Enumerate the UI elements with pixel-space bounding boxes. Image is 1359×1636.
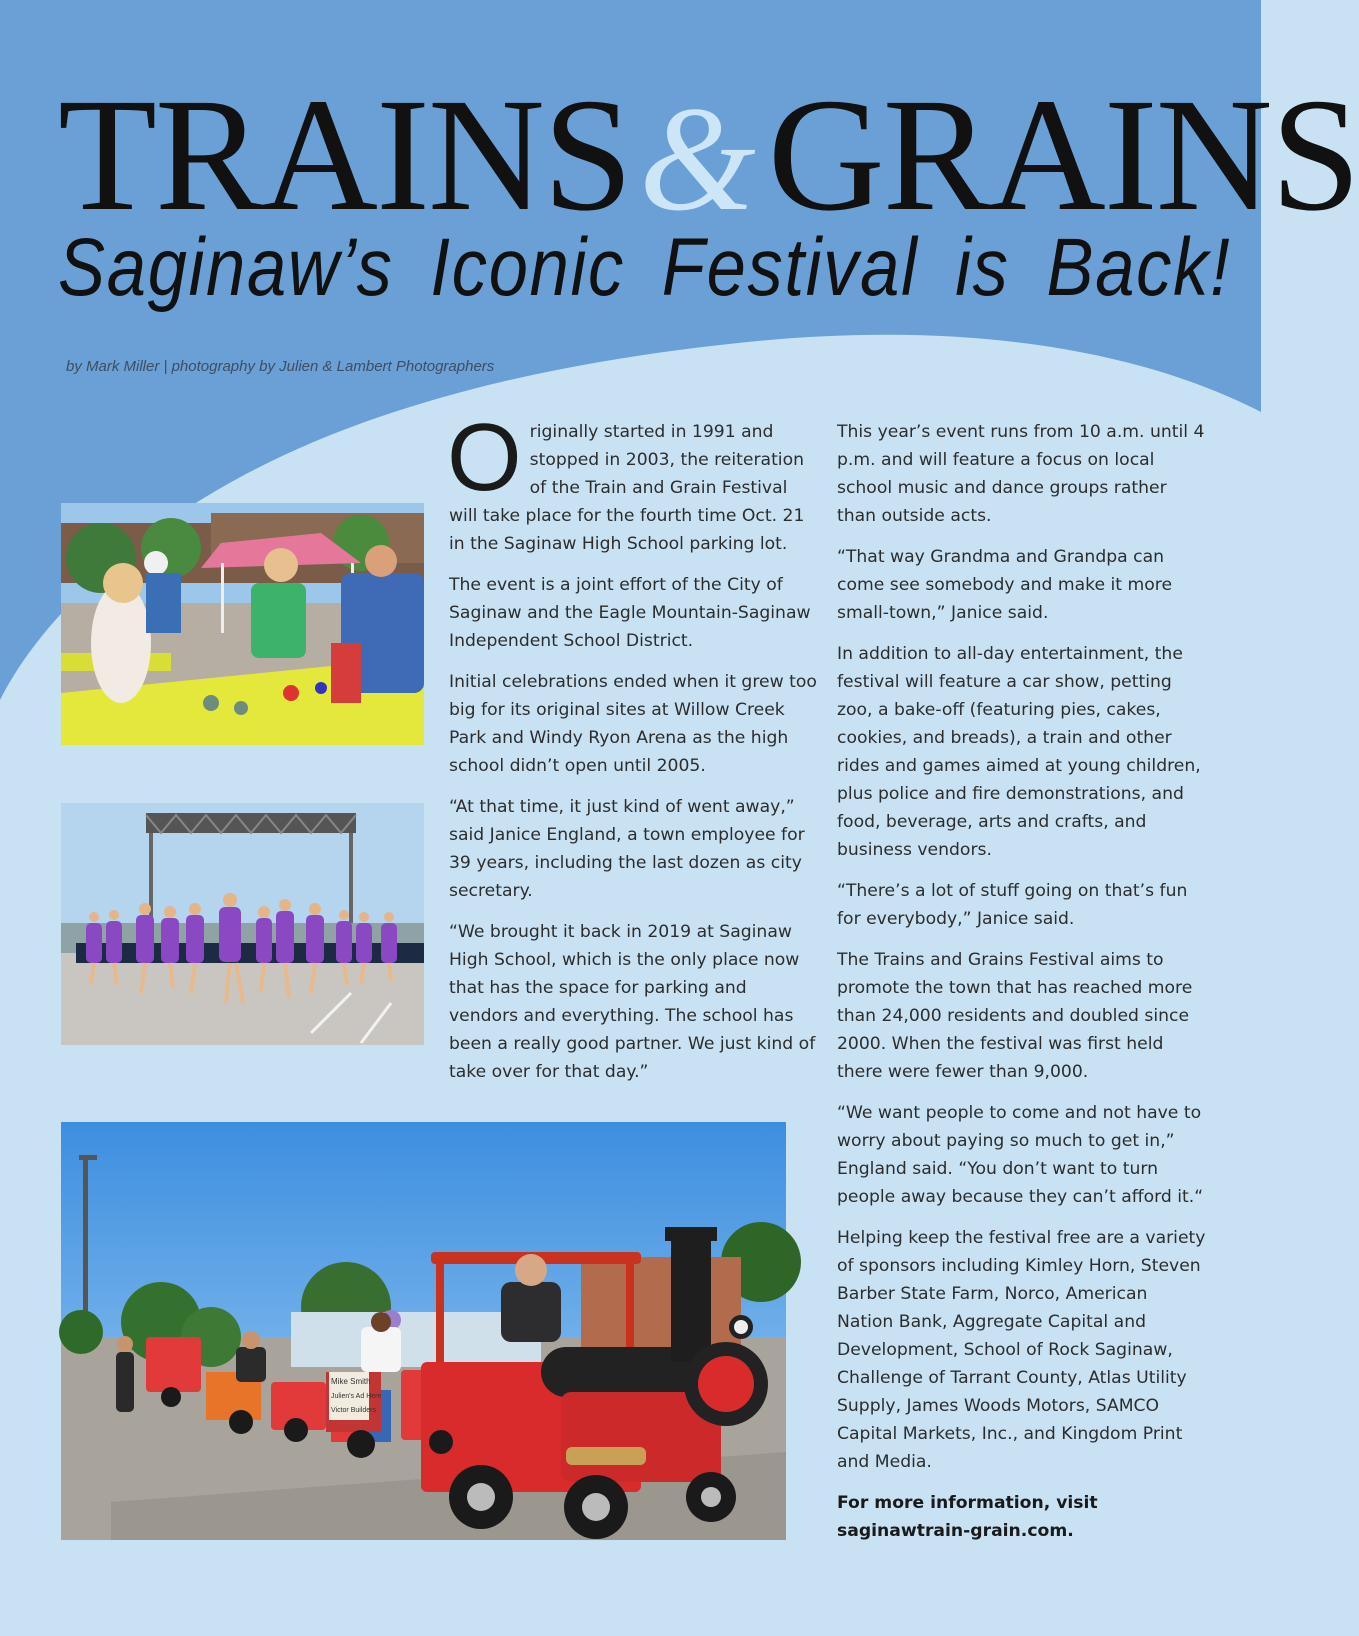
headline-trains: TRAINS [58, 66, 632, 245]
article-paragraph: This year’s event runs from 10 a.m. until 4 p.m. and will feature a focus on local school music and dance groups rather than outside acts. [837, 422, 1205, 526]
photo-kids-painting [61, 503, 424, 745]
photo-dance-team [61, 803, 424, 1045]
subheadline: Saginaw’s Iconic Festival is Back! [58, 222, 1232, 313]
article-paragraph: “We brought it back in 2019 at Saginaw High School, which is the only place now that has the space for parking and vendors and everything. The school has been a really good partner. We just kind of take over for that day.” [449, 922, 816, 1082]
train-sign-3: Victor Builders [331, 1407, 377, 1414]
byline: by Mark Miller | photography by Julien & Lambert Photographers [66, 358, 495, 375]
article-paragraph: Helping keep the festival free are a variety of sponsors including Kimley Horn, Steven Barber State Farm, Norco, American Nation Bank, Aggregate Capital and Development, School of Rock Saginaw, Challenge of Tarrant County, Atlas Utility Supply, James Woods Motors, SAMCO Capital Markets, Inc., and Kingdom Print and Media. [837, 1228, 1206, 1472]
drop-cap: O [447, 404, 522, 511]
article-paragraph: In addition to all-day entertainment, the festival will feature a car show, petting zoo, a bake-off (featuring pies, cakes, cookies, and breads), a train and other rides and games aimed at young children, plus police and fire demonstrations, and food, beverage, arts and crafts, and business vendors. [837, 644, 1201, 860]
train-sign-1: Mike Smith [331, 1377, 371, 1386]
article-paragraph: “We want people to come and not have to worry about paying so much to get in,” England said. “You don’t want to turn people away because they can’t afford it.“ [837, 1103, 1204, 1207]
train-sign-2: Julien's Ad Here [331, 1393, 382, 1400]
more-info-link[interactable]: For more information, visit saginawtrain-grain.com. [837, 1493, 1098, 1541]
article-paragraph: “That way Grandma and Grandpa can come see somebody and make it more small-town,” Janice said. [837, 547, 1173, 623]
article-paragraph: “There’s a lot of stuff going on that’s fun for everybody,” Janice said. [837, 881, 1188, 929]
article-paragraph-text: riginally started in 1991 and stopped in 2003, the reiteration of the Train and Grain Festival will take place for the fourth time Oct. 21 in the Saginaw High School parking lot. [449, 422, 805, 554]
article-paragraph: The event is a joint effort of the City of Saginaw and the Eagle Mountain-Saginaw Independent School District. [449, 575, 811, 651]
article-paragraph [447, 404, 817, 558]
headline-ampersand: & [639, 76, 754, 242]
headline-grains: GRAINS [767, 66, 1359, 245]
headline [58, 66, 1359, 245]
article-paragraph: Initial celebrations ended when it grew too big for its original sites at Willow Creek Park and Windy Ryon Arena as the high school didn’t open until 2005. [449, 672, 817, 776]
photo-kiddie-train [61, 1122, 786, 1540]
article-paragraph: The Trains and Grains Festival aims to promote the town that has reached more than 24,000 residents and doubled since 2000. When the festival was first held there were fewer than 9,000. [837, 950, 1193, 1082]
article-column-1 [447, 404, 817, 1099]
article-paragraph: “At that time, it just kind of went away,” said Janice England, a town employee for 39 years, including the last dozen as city secretary. [449, 797, 805, 901]
article-column-2 [837, 418, 1209, 1558]
